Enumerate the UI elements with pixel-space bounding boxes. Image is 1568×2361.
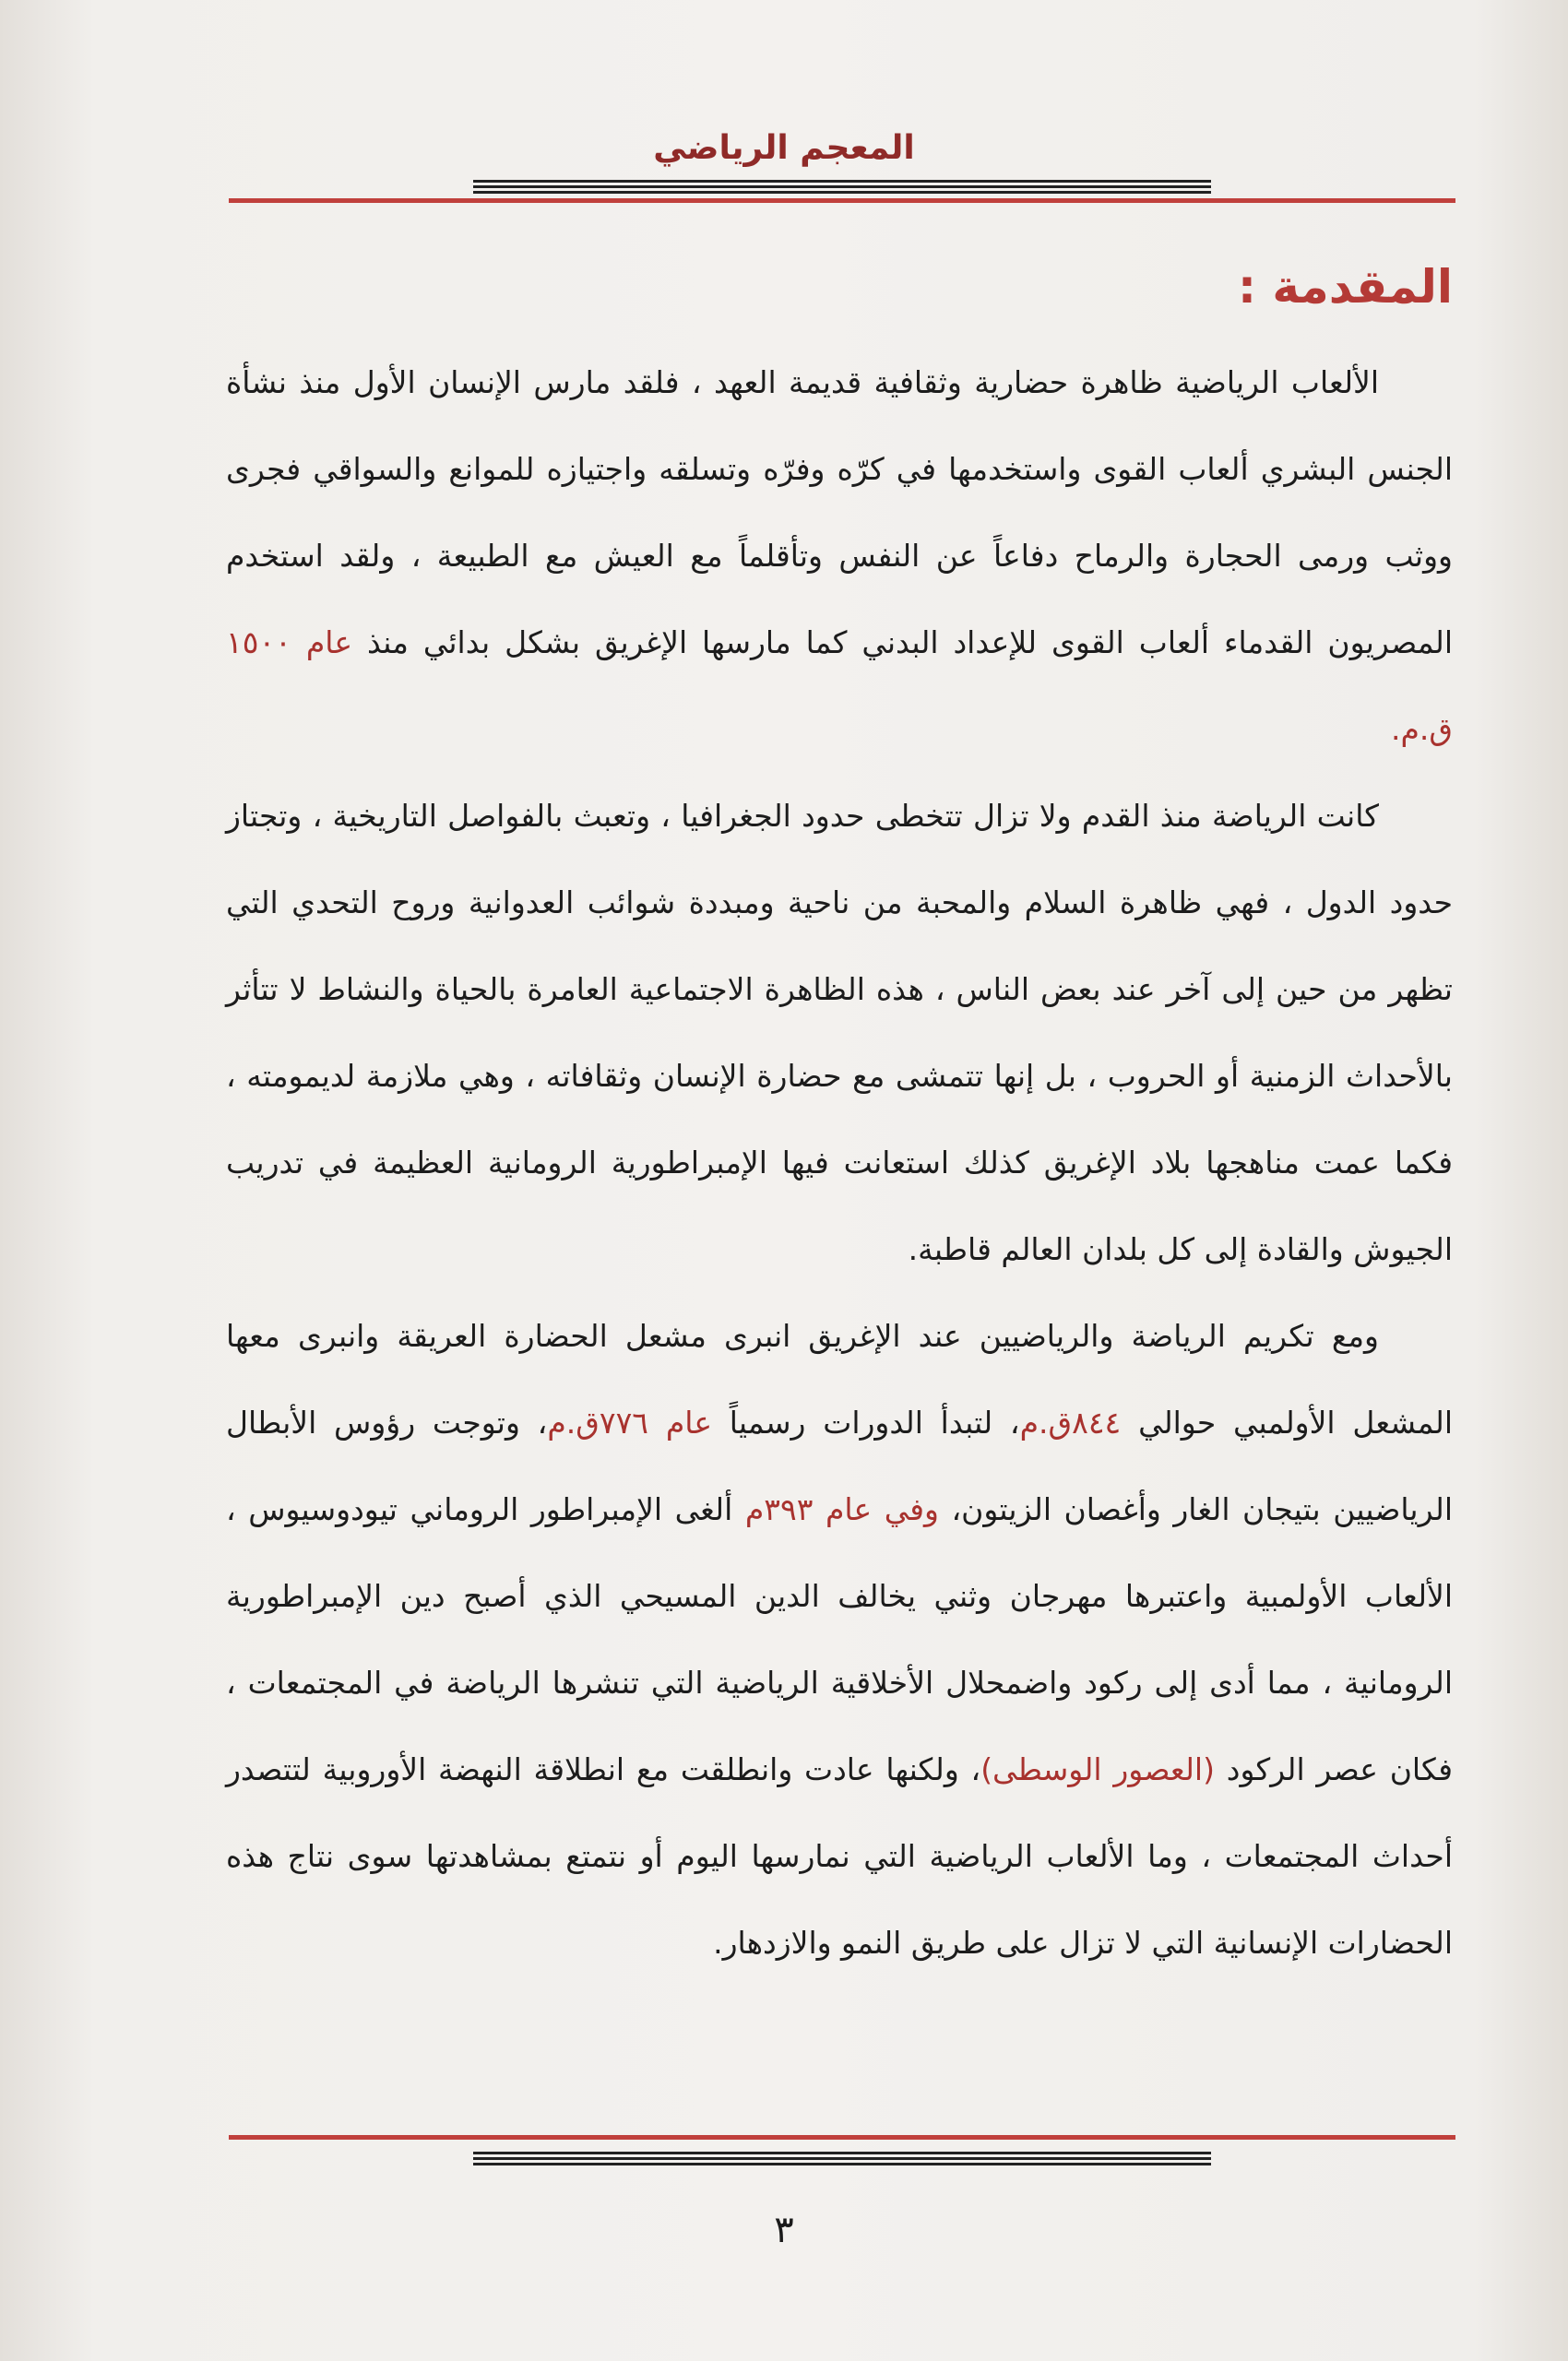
body-text <box>226 339 1453 1987</box>
paragraph-3-highlight-middle-ages: (العصور الوسطى) <box>980 1751 1215 1787</box>
footer-divider-red-line <box>229 2135 1455 2140</box>
header-divider-red-line <box>229 198 1455 203</box>
paragraph-3-text-a: ومع تكريم الرياضة والرياضيين عند الإغريق انبرى مشعل الحضارة العريقة وانبرى معها المشعل الأولمبي حوالي <box>226 1318 1453 1441</box>
paragraph-3-text-c: ، وتوجت رؤوس الأبطال الرياضيين بتيجان الغار وأغصان الزيتون، <box>226 1405 1454 1527</box>
running-header-title: المعجم الرياضي <box>653 129 915 167</box>
page-number: ٣ <box>774 2209 794 2251</box>
paragraph-1 <box>226 339 1453 773</box>
footer-divider-bars <box>473 2152 1211 2168</box>
paragraph-3-text-d: ألغى الإمبراطور الروماني تيودوسيوس ، الألعاب الأولمبية واعتبرها مهرجان وثني يخالف الدين المسيحي الذي أصبح دين الإمبراطورية الرومانية ، مما أدى إلى ركود واضمحلال الأخلاقية الرياضية التي تنشرها الرياضة في المجتمعات ، فكان عصر الركود <box>226 1491 1453 1787</box>
paragraph-3-text-b: ، لتبدأ الدورات رسمياً <box>712 1405 1020 1441</box>
paragraph-3-text-e: ، ولكنها عادت وانطلقت مع انطلاقة النهضة الأوروبية لتتصدر أحداث المجتمعات ، وما الألعاب الرياضية التي نمارسها اليوم أو نتمتع بمشاهدتها سوى نتاج هذه الحضارات الإنسانية التي لا تزال على طريق النمو والازدهار. <box>226 1751 1453 1961</box>
paragraph-1-text: الألعاب الرياضية ظاهرة حضارية وثقافية قديمة العهد ، فلقد مارس الإنسان الأول منذ نشأة الجنس البشري ألعاب القوى واستخدمها في كرّه وفرّه وتسلقه واجتيازه للموانع والسواقي فجرى ووثب ورمى الحجارة والرماح دفاعاً عن النفس وتأقلماً مع العيش مع الطبيعة ، ولقد استخدم المصريون القدماء ألعاب القوى للإعداد البدني كما مارسها الإغريق بشكل بدائي منذ <box>226 364 1454 660</box>
paragraph-1-highlight-date: عام ١٥٠٠ ق.م. <box>226 624 1453 747</box>
paragraph-3 <box>226 1293 1453 1987</box>
paragraph-3-highlight-393ad: وفي عام ٣٩٣م <box>744 1491 939 1527</box>
paragraph-2 <box>226 773 1453 1293</box>
paragraph-2-text: كانت الرياضة منذ القدم ولا تزال تتخطى حدود الجغرافيا ، وتعبث بالفواصل التاريخية ، وتجتاز حدود الدول ، فهي ظاهرة السلام والمحبة من ناحية ومبددة شوائب العدوانية وروح التحدي التي تظهر من حين إلى آخر عند بعض الناس ، هذه الظاهرة الاجتماعية العامرة بالحياة والنشاط لا تتأثر بالأحداث الزمنية أو الحروب ، بل إنها تتمشى مع حضارة الإنسان وثقافاته ، وهي ملازمة لديمومته ، فكما عمت مناهجها بلاد الإغريق كذلك استعانت فيها الإمبراطورية الرومانية العظيمة في تدريب الجيوش والقادة إلى كل بلدان العالم قاطبة. <box>226 798 1453 1267</box>
section-heading: المقدمة : <box>1238 260 1453 314</box>
header-divider-bars <box>473 180 1211 196</box>
paragraph-3-highlight-844bc: ٨٤٤ق.م <box>1019 1405 1122 1441</box>
paragraph-3-highlight-776bc: عام ٧٧٦ق.م <box>547 1405 713 1441</box>
